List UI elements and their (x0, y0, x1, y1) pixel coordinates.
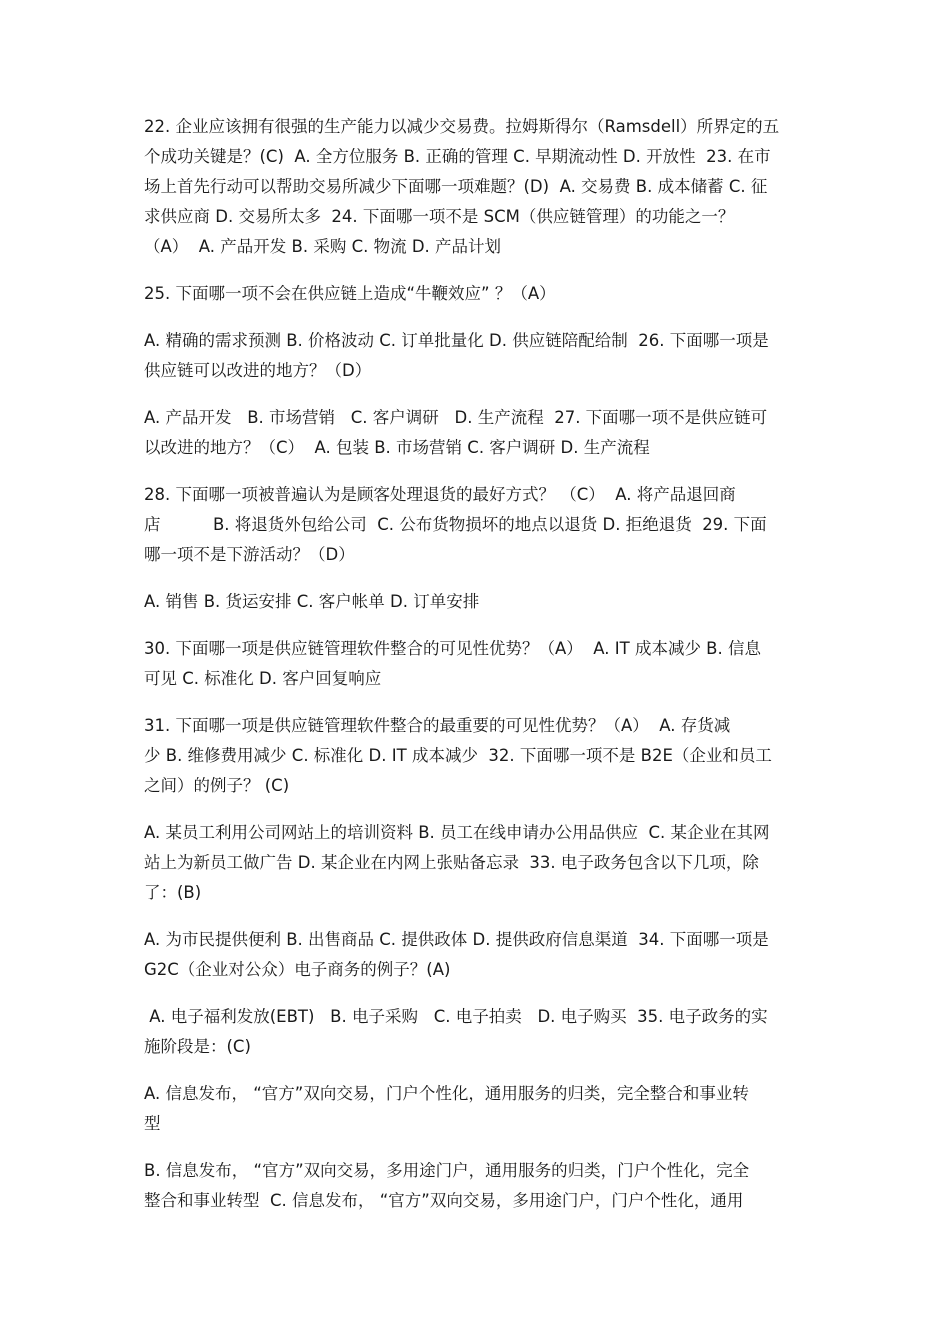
question-paragraph (144, 1079, 808, 1139)
text-line: 以改进的地方？（C） A. 包装 B. 市场营销 C. 客户调研 D. 生产流程 (144, 438, 650, 457)
text-line: 个成功关键是？(C) A. 全方位服务 B. 正确的管理 C. 早期流动性 D. 开放性 23. 在市 (144, 147, 771, 166)
text-line: 了：(B) (144, 883, 202, 902)
text-line: 可见 C. 标准化 D. 客户回复响应 (144, 669, 382, 688)
text-line: 哪一项不是下游活动？（D） (144, 545, 355, 564)
question-paragraph (144, 587, 808, 617)
text-line: A. 电子福利发放(EBT) B. 电子采购 C. 电子拍卖 D. 电子购买 35. 电子政务的实 (144, 1007, 768, 1026)
question-paragraph (144, 818, 808, 908)
text-line: 22. 企业应该拥有很强的生产能力以减少交易费。拉姆斯得尔（Ramsdell）所界定的五 (144, 117, 780, 136)
text-line: 31. 下面哪一项是供应链管理软件整合的最重要的可见性优势？（A） A. 存货减 (144, 716, 731, 735)
text-line: A. 信息发布， “官方”双向交易，门户个性化，通用服务的归类，完全整合和事业转 (144, 1084, 749, 1103)
text-line: 供应链可以改进的地方？（D） (144, 361, 372, 380)
question-paragraph (144, 326, 808, 386)
question-paragraph (144, 480, 808, 570)
text-line: 站上为新员工做广告 D. 某企业在内网上张贴备忘录 33. 电子政务包含以下几项，除 (144, 853, 759, 872)
text-line: B. 信息发布， “官方”双向交易，多用途门户，通用服务的归类，门户个性化，完全 (144, 1161, 750, 1180)
text-line: 少 B. 维修费用减少 C. 标准化 D. IT 成本减少 32. 下面哪一项不是 B2E（企业和员工 (144, 746, 772, 765)
question-paragraph (144, 925, 808, 985)
text-line: 场上首先行动可以帮助交易所减少下面哪一项难题？(D) A. 交易费 B. 成本储蓄 C. 征 (144, 177, 768, 196)
text-line: 型 (144, 1114, 161, 1133)
text-line: A. 产品开发 B. 市场营销 C. 客户调研 D. 生产流程 27. 下面哪一项不是供应链可 (144, 408, 768, 427)
text-line: A. 销售 B. 货运安排 C. 客户帐单 D. 订单安排 (144, 592, 480, 611)
text-line: 25. 下面哪一项不会在供应链上造成“牛鞭效应” ？（A） (144, 284, 556, 303)
question-paragraph (144, 1156, 808, 1216)
question-paragraph (144, 112, 808, 262)
text-line: A. 某员工利用公司网站上的培训资料 B. 员工在线申请办公用品供应 C. 某企业在其网 (144, 823, 770, 842)
question-paragraph (144, 403, 808, 463)
document-body (144, 112, 808, 1233)
text-line: A. 为市民提供便利 B. 出售商品 C. 提供政体 D. 提供政府信息渠道 34. 下面哪一项是 (144, 930, 769, 949)
text-line: （A） A. 产品开发 B. 采购 C. 物流 D. 产品计划 (144, 237, 502, 256)
text-line: 求供应商 D. 交易所太多 24. 下面哪一项不是 SCM（供应链管理）的功能之一？ (144, 207, 735, 226)
text-line: 店 B. 将退货外包给公司 C. 公布货物损坏的地点以退货 D. 拒绝退货 29. 下面 (144, 515, 767, 534)
text-line: 之间）的例子？ (C) (144, 776, 290, 795)
text-line: G2C（企业对公众）电子商务的例子？(A) (144, 960, 451, 979)
question-paragraph (144, 711, 808, 801)
text-line: A. 精确的需求预测 B. 价格波动 C. 订单批量化 D. 供应链陪配给制 26. 下面哪一项是 (144, 331, 769, 350)
text-line: 30. 下面哪一项是供应链管理软件整合的可见性优势？（A） A. IT 成本减少 B. 信息 (144, 639, 761, 658)
question-paragraph (144, 1002, 808, 1062)
question-paragraph (144, 279, 808, 309)
text-line: 整合和事业转型 C. 信息发布， “官方”双向交易，多用途门户，门户个性化，通用 (144, 1191, 744, 1210)
text-line: 施阶段是：(C) (144, 1037, 251, 1056)
text-line: 28. 下面哪一项被普遍认为是顾客处理退货的最好方式？ （C） A. 将产品退回商 (144, 485, 736, 504)
question-paragraph (144, 634, 808, 694)
